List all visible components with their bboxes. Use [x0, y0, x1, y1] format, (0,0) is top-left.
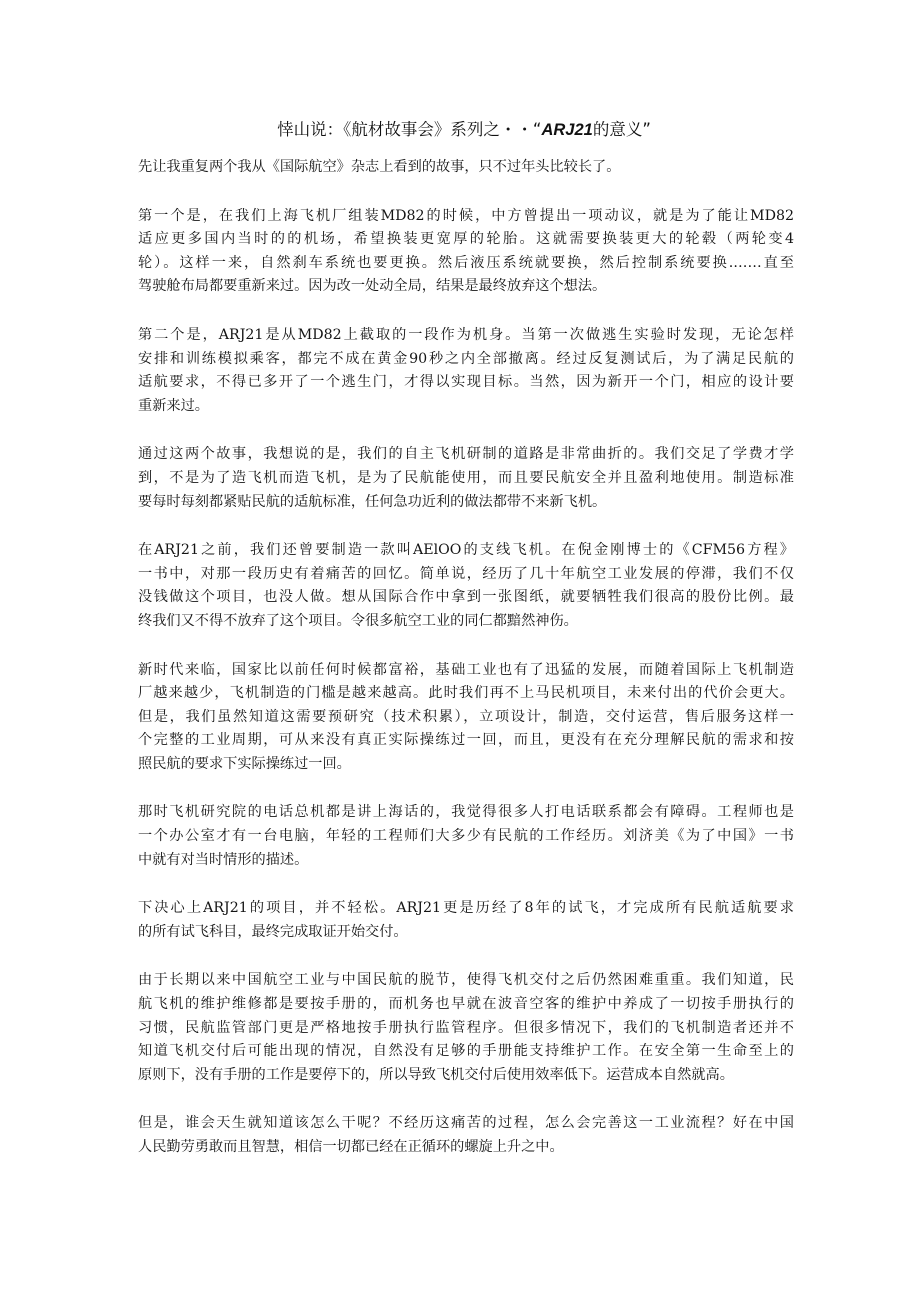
paragraph-line: 一书中，对那一段历史有着痛苦的回忆。简单说，经历了几十年航空工业发展的停滞，我们不仅 — [138, 565, 794, 582]
title-prefix: 悻山说：《航材故事会》系列之・・“ — [277, 120, 542, 139]
paragraph-line: 那时飞机研究院的电话总机都是讲上海话的，我觉得很多人打电话联系都会有障碍。工程师也是 — [138, 804, 794, 821]
paragraph-line: 通过这两个故事，我想说的是，我们的自主飞机研制的道路是非常曲折的。我们交足了学费才学 — [138, 446, 794, 463]
paragraph-line: 第一个是，在我们上海飞机厂组装MD82的时候，中方曾提出一项动议，就是为了能让MD82 — [138, 207, 794, 224]
paragraph-line: 照民航的要求下实际操练过一回。 — [138, 755, 351, 772]
paragraph-line: 习惯，民航监管部门更是严格地按手册执行监管程序。但很多情况下，我们的飞机制造者还并不 — [138, 1019, 794, 1036]
paragraph-line: 厂越来越少，飞机制造的门槛是越来越高。此时我们再不上马民机项目，未来付出的代价会更大。 — [138, 685, 794, 702]
document-title — [115, 118, 805, 142]
paragraph-line: 适航要求，不得已多开了一个逃生门，才得以实现目标。当然，因为新开一个门，相应的设计要 — [138, 374, 794, 391]
paragraph-line: 没钱做这个项目，也没人做。想从国际合作中拿到一张图纸，就要牺牲我们很高的股份比例。最 — [138, 589, 794, 606]
paragraph-line: 一个办公室才有一台电脑，年轻的工程师们大多少有民航的工作经历。刘济美《为了中国》一书 — [138, 828, 794, 845]
paragraph-line: 但是，谁会天生就知道该怎么干呢？不经历这痛苦的过程，怎么会完善这一工业流程？好在中国 — [138, 1115, 794, 1132]
paragraph-line: 中就有对当时情形的描述。 — [138, 851, 309, 868]
paragraph-line: 原则下，没有手册的工作是要停下的，所以导致飞机交付后使用效率低下。运营成本自然就高。 — [138, 1066, 734, 1083]
paragraph — [138, 659, 794, 777]
paragraph-line: 轮）。这样一来，自然刹车系统也要更换。然后液压系统就要换，然后控制系统要换.……直至 — [138, 254, 794, 271]
paragraph-line: 的所有试飞科目，最终完成取证开始交付。 — [138, 923, 408, 940]
paragraph — [138, 969, 794, 1087]
title-latin: ARJ21 — [541, 121, 593, 139]
paragraph — [138, 801, 794, 872]
paragraph — [138, 205, 794, 299]
paragraph-line: 知道飞机交付后可能出现的情况，自然没有足够的手册能支持维护工作。在安全第一生命至上的 — [138, 1043, 794, 1060]
paragraph-line: 下决心上ARJ21的项目，并不轻松。ARJ21更是历经了8年的试飞，才完成所有民航适航要求 — [138, 900, 794, 917]
paragraph-line: 第二个是，ARJ21是从MD82上截取的一段作为机身。当第一次做逃生实验时发现，无论怎样 — [138, 326, 794, 343]
paragraph-line: 人民勤劳勇敢而且智慧，相信一切都已经在正循环的螺旋上升之中。 — [138, 1139, 564, 1155]
paragraph-line: 由于长期以来中国航空工业与中国民航的脱节，使得飞机交付之后仍然困难重重。我们知道，民 — [138, 972, 794, 989]
paragraph-line: 终我们又不得不放弃了这个项目。令很多航空工业的同仁都黯然神伤。 — [138, 612, 578, 629]
paragraph — [138, 324, 794, 418]
paragraph-line: 先让我重复两个我从《国际航空》杂志上看到的故事，只不过年头比较长了。 — [138, 159, 621, 175]
paragraph-line: 重新来过。 — [138, 397, 209, 414]
paragraph — [138, 156, 794, 180]
paragraph — [138, 1112, 794, 1159]
paragraph — [138, 539, 794, 633]
paragraph-line: 新时代来临，国家比以前任何时候都富裕，基础工业也有了迅猛的发展，而随着国际上飞机制造 — [138, 661, 794, 678]
title-suffix: 的意义” — [592, 120, 651, 139]
paragraph — [138, 897, 794, 944]
paragraph-line: 到，不是为了造飞机而造飞机，是为了民航能使用，而且要民航安全并且盈利地使用。制造标准 — [138, 469, 794, 486]
paragraph-line: 航飞机的维护维修都是要按手册的，而机务也早就在波音空客的维护中养成了一切按手册执行的 — [138, 996, 794, 1013]
paragraph — [138, 443, 794, 514]
paragraph-line: 但是，我们虽然知道这需要预研究（技术积累），立项设计，制造，交付运营，售后服务这样一 — [138, 708, 794, 725]
paragraph-line: 要每时每刻都紧贴民航的适航标准，任何急功近利的做法都带不来新飞机。 — [138, 493, 607, 510]
document-body — [138, 156, 794, 1185]
paragraph-line: 驾驶舱布局都要重新来过。因为改一处动全局，结果是最终放弃这个想法。 — [138, 278, 607, 295]
paragraph-line: 在ARJ21之前，我们还曾要制造一款叫AElOO的支线飞机。在倪金刚博士的《CFM56方程》 — [138, 542, 794, 559]
paragraph-line: 个完整的工业周期，可从来没有真正实际操练过一回，而且，更没有在充分理解民航的需求和按 — [138, 732, 794, 749]
paragraph-line: 安排和训练模拟乘客，都完不成在黄金90秒之内全部撤离。经过反复测试后，为了满足民航的 — [138, 350, 794, 367]
paragraph-line: 适应更多国内当时的的机场，希望换装更宽厚的轮胎。这就需要换装更大的轮毂（两轮变4 — [138, 231, 794, 248]
